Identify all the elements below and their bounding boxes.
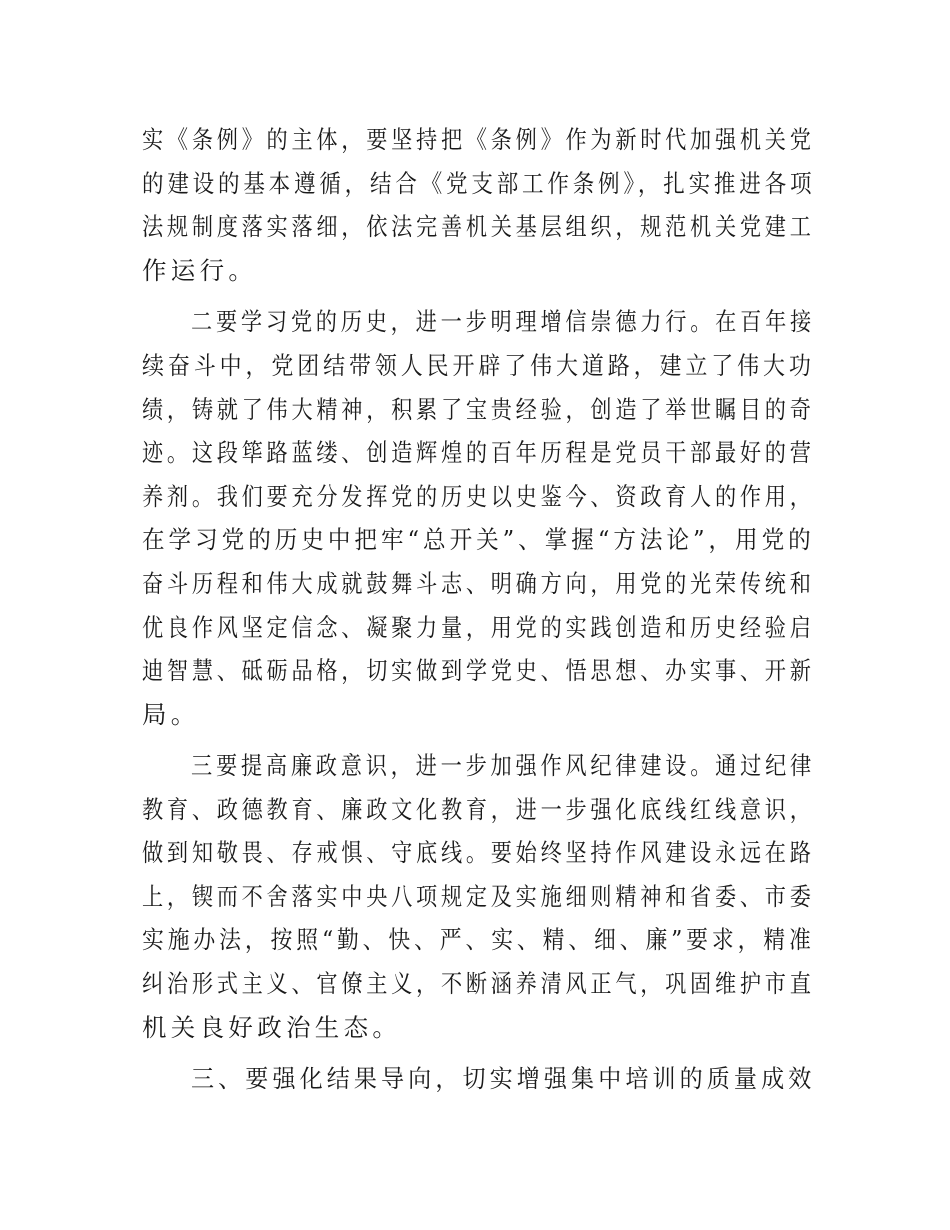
paragraph-3-line-2: 教育、政德教育、廉政文化教育，进一步强化底线红线意识， [142,795,815,824]
paragraph-2-line-10: 局。 [142,700,200,729]
paragraph-1-line-4: 作运行。 [142,256,258,285]
paragraph-2-line-9: 迪智慧、砥砺品格，切实做到学党史、悟思想、办实事、开新 [142,656,815,685]
paragraph-2-line-6: 在学习党的历史中把牢“总开关”、掌握“方法论”，用党的 [142,525,815,554]
paragraph-2-line-8: 优良作风坚定信念、凝聚力量，用党的实践创造和历史经验启 [142,613,815,642]
paragraph-3-line-3: 做到知敬畏、存戒惧、守底线。要始终坚持作风建设永远在路 [142,838,815,867]
paragraph-2-line-5: 养剂。我们要充分发挥党的历史以史鉴今、资政育人的作用， [142,482,815,511]
paragraph-1-line-1: 实《条例》的主体，要坚持把《条例》作为新时代加强机关党 [142,125,815,154]
paragraph-1-line-2: 的建设的基本遵循，结合《党支部工作条例》，扎实推进各项 [142,169,816,198]
paragraph-1-line-3: 法规制度落实落细，依法完善机关基层组织，规范机关党建工 [142,212,815,241]
paragraph-2-line-4: 迹。这段筚路蓝缕、创造辉煌的百年历程是党员干部最好的营 [142,438,815,467]
paragraph-3-line-1: 三要提高廉政意识，进一步加强作风纪律建设。通过纪律 [191,751,816,780]
paragraph-3-line-6: 纠治形式主义、官僚主义，不断涵养清风正气，巩固维护市直 [142,969,815,998]
paragraph-2-line-1: 二要学习党的历史，进一步明理增信崇德力行。在百年接 [191,307,816,336]
paragraph-2-line-3: 绩，铸就了伟大精神，积累了宝贵经验，创造了举世瞩目的奇 [142,395,815,424]
paragraph-2-line-7: 奋斗历程和伟大成就鼓舞斗志、明确方向，用党的光荣传统和 [142,569,815,598]
paragraph-3-line-5: 实施办法，按照“勤、快、严、实、精、细、廉”要求，精准 [142,925,815,954]
paragraph-2-line-2: 续奋斗中，党团结带领人民开辟了伟大道路，建立了伟大功 [142,351,815,380]
section-heading: 三、要强化结果导向，切实增强集中培训的质量成效 [191,1064,816,1093]
paragraph-3-line-7: 机关良好政治生态。 [142,1013,402,1042]
paragraph-3-line-4: 上，锲而不舍落实中央八项规定及实施细则精神和省委、市委 [142,882,815,911]
